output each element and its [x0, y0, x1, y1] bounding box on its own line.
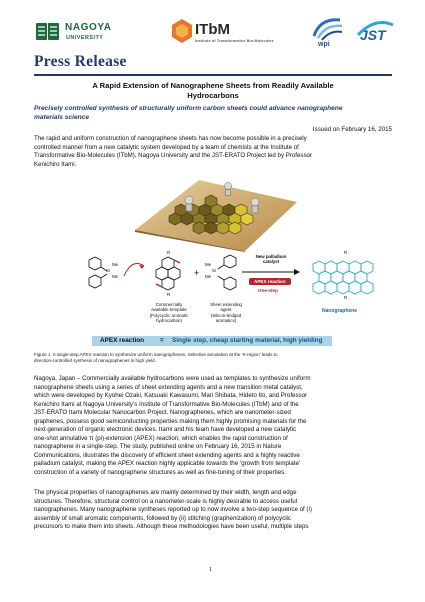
- r-label-product-top: R: [344, 250, 348, 255]
- nagoya-emblem-icon: [35, 21, 61, 43]
- plus-sign: +: [194, 268, 200, 278]
- body2-line-3: nanographenes. Many nanographene syntheses reported up to now involve a two-step sequence of (i): [34, 506, 312, 514]
- nanographene-product-structure: [300, 252, 386, 304]
- headline-line-2: Hydrocarbons: [187, 91, 239, 101]
- agent-label-line-1: Sheet extending: [210, 302, 242, 307]
- reaction-scheme: [34, 252, 392, 344]
- one-step-label: One-step: [258, 288, 278, 293]
- template-label-line-1: Commercially: [155, 302, 183, 307]
- wpi-logo: [309, 16, 345, 50]
- template-label-line-4: hydrocarbon): [156, 318, 182, 324]
- template-label-line-3: (Polycyclic aromatic: [149, 312, 189, 318]
- body1-line-6: graphenes, possess good semiconducting properties making them highly promising materials for the: [34, 417, 307, 425]
- r-label-top: R: [167, 250, 171, 255]
- itbm-emblem-icon: [171, 18, 193, 44]
- wpi-label: wpi: [318, 41, 330, 48]
- body1-line-11: palladium catalyst, making the APEX reaction highly applicable towards the ‘growth from template’: [34, 460, 301, 468]
- agent-label-line-3: (Silicon-bridged: [210, 312, 242, 318]
- body1-line-8: one-shot annulative π (pi)-extension (APEX) reaction, which enables the rapid construction of: [34, 434, 288, 442]
- body-paragraph-1: [34, 375, 392, 478]
- title-rule: [34, 74, 392, 76]
- body2-line-4: assembly of small aromatic components, followed by (ii) stitching (graphenization) of polycyclic: [34, 514, 291, 522]
- jst-label: JST: [360, 27, 386, 43]
- r-label-product-bottom: R: [344, 295, 348, 300]
- body2-line-2: structures. Therefore, structural control on a nanometer-scale is highly desirable to access useful: [34, 497, 298, 505]
- catalyst-label-line-2: catalyst: [262, 259, 280, 265]
- apex-summary-bar: [92, 336, 332, 346]
- itbm-sub: Institute of Transformative Bio-Molecules: [195, 39, 274, 43]
- body2-line-5: precursors to make them into sheets. Although these methodologies have been useful, multiple steps: [34, 523, 309, 531]
- wpi-swirl-icon: [310, 16, 344, 42]
- catalyst-label: [244, 254, 298, 265]
- subheadline-line-1: Precisely controlled synthesis of structurally uniform carbon sheets could advance nanographene: [34, 105, 343, 112]
- issued-date: Issued on February 16, 2015: [312, 126, 392, 133]
- intro-line-4: Kenichiro Itami.: [34, 160, 77, 168]
- subheadline: [34, 104, 394, 122]
- body2-line-1: The physical properties of nanographenes are mainly determined by their width, length and edge: [34, 489, 297, 496]
- nagoya-name: NAGOYA: [65, 22, 112, 33]
- headline: [34, 81, 392, 101]
- headline-line-1: A Rapid Extension of Nanographene Sheets from Readily Available: [92, 81, 334, 90]
- body-paragraph-2: [34, 489, 392, 532]
- body1-line-1: Nagoya, Japan – Commercially available hydrocarbons were used as templates to synthesize uniform: [34, 375, 311, 382]
- press-release-title: Press Release: [34, 53, 127, 70]
- subheadline-line-2: materials science: [34, 114, 89, 121]
- apex-bar-right: Single step, cheap starting material, high yielding: [172, 337, 323, 344]
- apex-bar-left: APEX reaction: [100, 337, 145, 344]
- sheet-extending-agent-structure: [206, 254, 246, 298]
- me-right-label-1: Me: [205, 262, 212, 267]
- body1-line-3: which were developed by Kyohei Ozaki, Katsuaki Kawasumi, Mari Shibata, Hideto Ito, and Professor: [34, 392, 308, 400]
- curved-arrow-icon: [122, 258, 146, 280]
- intro-line-1: The rapid and uniform construction of nanographene sheets has now become possible in a precisely: [34, 135, 307, 142]
- apex-bar-equals: =: [160, 337, 164, 344]
- nanographene-label: Nanographene: [322, 308, 358, 314]
- apex-badge: APEX reaction: [249, 278, 291, 285]
- figure-caption: [34, 352, 394, 364]
- si-right-label: Si: [212, 268, 216, 273]
- body1-line-5: JST-ERATO Itami Molecular Nanocarbon Project. Nanographenes, which are nanometer-sized: [34, 409, 291, 417]
- agent-label-line-2: agent: [220, 307, 232, 313]
- nagoya-logo: [35, 19, 135, 47]
- body1-line-7: next generation of organic electronic devices. Itami and his team have developed a new catalytic: [34, 426, 297, 434]
- itbm-logo: [171, 18, 274, 48]
- me-left-label-2: Me: [112, 274, 119, 279]
- intro-line-3: Transformative Bio-Molecules (ITbM), Nagoya University and the JST-ERATO Project led by Professor: [34, 152, 313, 160]
- r-label-bottom: R: [167, 292, 171, 297]
- body1-line-9: nanographene in a single-step. The study, published online on February 16, 2015 in Nature: [34, 443, 282, 451]
- agent-label-line-4: aromatics): [215, 318, 237, 324]
- body1-line-12: construction of a variety of nanographene structures as well as fine-tuning of their properties.: [34, 469, 286, 477]
- intro-line-2: controlled manner from a new catalytic system developed by a team of chemists at the Institute of: [34, 143, 299, 151]
- intro-paragraph: [34, 135, 392, 169]
- nanographene-illustration: [129, 172, 301, 252]
- template-label-line-2: available template: [151, 307, 187, 313]
- me-left-label-1: Me: [112, 262, 119, 267]
- body1-line-10: Communications, illustrates the discovery of efficient sheet extending agents and a highly reactive: [34, 451, 300, 459]
- si-left-label: Si: [106, 268, 110, 273]
- nagoya-sub: UNIVERSITY: [66, 35, 104, 41]
- agent-label: [200, 302, 252, 324]
- jst-logo: [355, 17, 395, 47]
- body1-line-2: nanographene sheets using a series of sheet extending agents and a new transition metal catalyst,: [34, 383, 303, 391]
- me-right-label-2: Me: [205, 274, 212, 279]
- template-label: [136, 302, 202, 324]
- caption-line-2: direction-controlled synthesis of nanographenes in high yield.: [34, 358, 156, 363]
- page-number: 1: [209, 566, 213, 573]
- body1-line-4: Kenichiro Itami at Nagoya University’s Institute of Transformative Bio-Molecules (ITbM) and of the: [34, 400, 299, 408]
- itbm-name: ITbM: [195, 21, 230, 38]
- reaction-arrow-icon: [241, 268, 301, 276]
- caption-line-1: Figure 1. A single-step APEX reaction to synthesize uniform nanographenes. Selective annulation at the ‘K-region’ leads to: [34, 352, 278, 357]
- catalyst-label-line-1: New palladium: [255, 254, 287, 259]
